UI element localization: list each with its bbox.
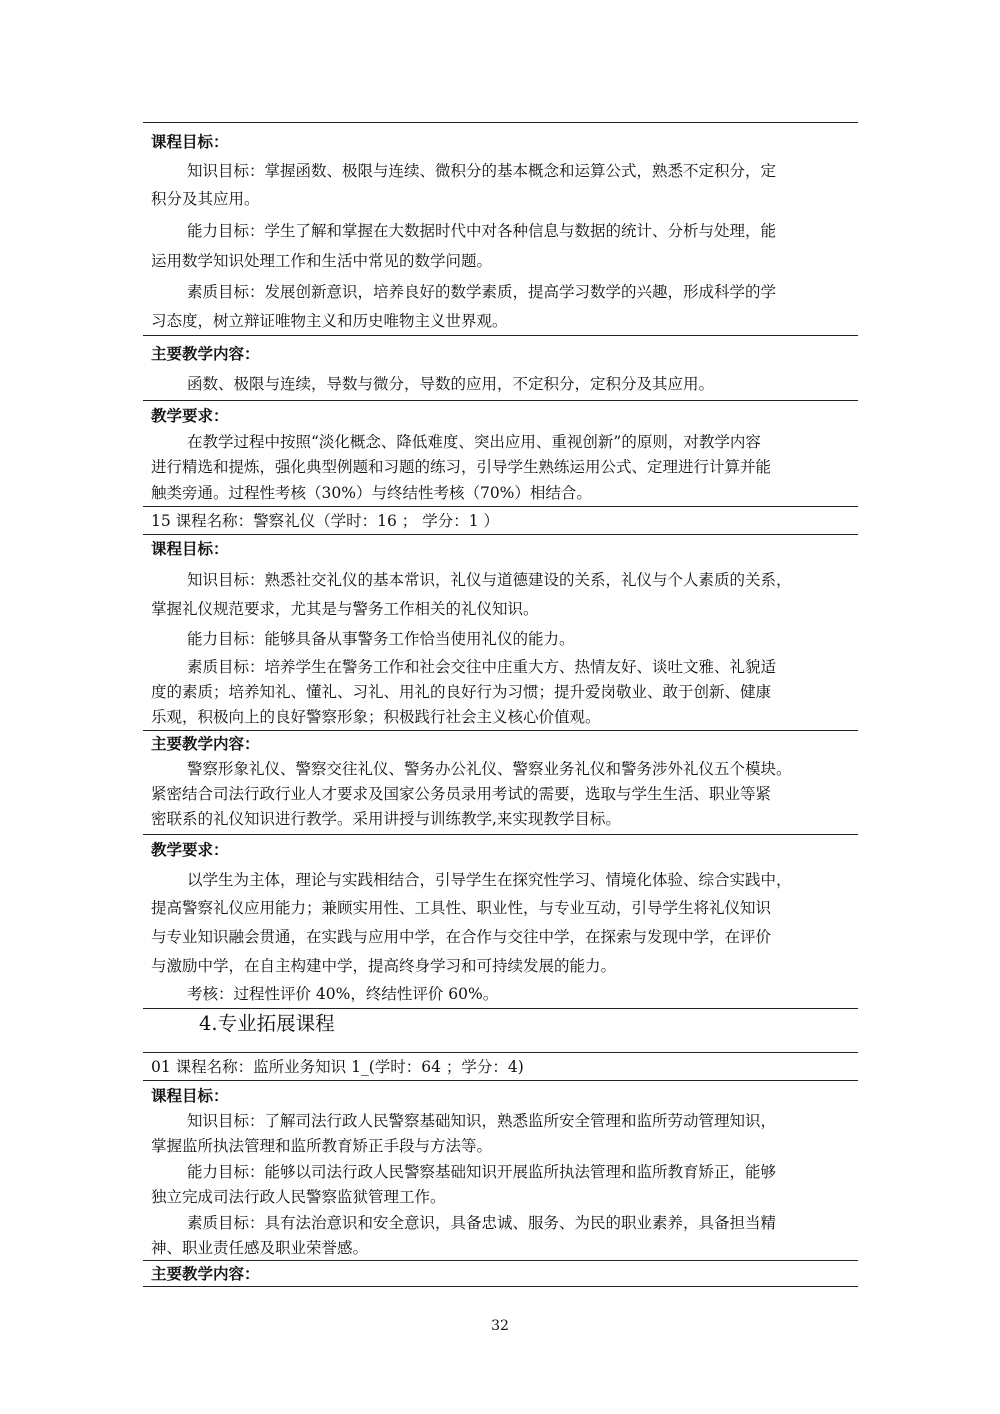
quality-goal-text: 神、职业责任感及职业荣誉感。 <box>151 1239 369 1257</box>
ability-goal-text: 能力目标：能够以司法行政人民警察基础知识开展监所执法管理和监所教育矫正，能够 <box>187 1163 777 1181</box>
knowledge-goal-text: 知识目标：掌握函数、极限与连续、微积分的基本概念和运算公式，熟悉不定积分，定 <box>187 162 777 180</box>
knowledge-goal-text: 知识目标：了解司法行政人民警察基础知识，熟悉监所安全管理和监所劳动管理知识， <box>187 1112 777 1130</box>
teaching-req-text: 在教学过程中按照“淡化概念、降低难度、突出应用、重视创新”的原则，对教学内容 <box>187 433 761 451</box>
quality-goal-text: 乐观，积极向上的良好警察形象；积极践行社会主义核心价值观。 <box>151 708 601 726</box>
main-content-text: 警察形象礼仪、警察交往礼仪、警务办公礼仪、警察业务礼仪和警务涉外礼仪五个模块。 <box>187 760 792 778</box>
quality-goal-text: 素质目标：培养学生在警务工作和社会交往中庄重大方、热情友好、谈吐文雅、礼貌适 <box>187 658 777 676</box>
table-rule <box>143 1008 858 1009</box>
teaching-req-label: 教学要求： <box>151 406 229 425</box>
teaching-req-label: 教学要求： <box>151 840 229 859</box>
main-content-label: 主要教学内容： <box>151 734 260 753</box>
table-rule <box>143 834 858 835</box>
assessment-text: 考核：过程性评价 40%，终结性评价 60%。 <box>187 985 499 1003</box>
knowledge-goal-text: 掌握监所执法管理和监所教育矫正手段与方法等。 <box>151 1137 493 1155</box>
course-title: 01 课程名称：监所业务知识 1_(学时：64 ；学分：4) <box>151 1058 524 1076</box>
teaching-req-text: 进行精选和提炼，强化典型例题和习题的练习，引导学生熟练运用公式、定理进行计算并能 <box>151 458 772 476</box>
table-rule <box>143 1286 858 1287</box>
course-goal-label: 课程目标： <box>151 539 229 558</box>
ability-goal-text: 能力目标：能够具备从事警务工作恰当使用礼仪的能力。 <box>187 630 575 648</box>
table-rule <box>143 400 858 401</box>
course-title: 15 课程名称：警察礼仪（学时：16 ； 学分：1 ） <box>151 512 500 530</box>
quality-goal-text: 素质目标：发展创新意识，培养良好的数学素质，提高学习数学的兴趣，形成科学的学 <box>187 283 777 301</box>
table-rule <box>143 1260 858 1261</box>
teaching-req-text: 以学生为主体，理论与实践相结合，引导学生在探究性学习、情境化体验、综合实践中， <box>187 871 792 889</box>
table-rule <box>143 730 858 731</box>
main-content-label: 主要教学内容： <box>151 344 260 363</box>
ability-goal-text: 运用数学知识处理工作和生活中常见的数学问题。 <box>151 252 493 270</box>
teaching-req-text: 触类旁通。过程性考核（30%）与终结性考核（70%）相结合。 <box>151 484 592 502</box>
table-rule <box>143 1080 858 1081</box>
page-number: 32 <box>491 1318 509 1334</box>
main-content-text: 紧密结合司法行政行业人才要求及国家公务员录用考试的需要，选取与学生生活、职业等紧 <box>151 785 772 803</box>
teaching-req-text: 与激励中学，在自主构建中学，提高终身学习和可持续发展的能力。 <box>151 957 617 975</box>
ability-goal-text: 能力目标：学生了解和掌握在大数据时代中对各种信息与数据的统计、分析与处理，能 <box>187 222 777 240</box>
knowledge-goal-text: 掌握礼仪规范要求，尤其是与警务工作相关的礼仪知识。 <box>151 600 539 618</box>
knowledge-goal-text: 知识目标：熟悉社交礼仪的基本常识，礼仪与道德建设的关系，礼仪与个人素质的关系， <box>187 571 792 589</box>
table-rule <box>143 335 858 336</box>
knowledge-goal-text: 积分及其应用。 <box>151 190 260 208</box>
main-content-label: 主要教学内容： <box>151 1264 260 1283</box>
table-rule <box>143 506 858 507</box>
table-rule <box>143 122 858 123</box>
quality-goal-text: 素质目标：具有法治意识和安全意识，具备忠诚、服务、为民的职业素养，具备担当精 <box>187 1214 777 1232</box>
teaching-req-text: 与专业知识融会贯通，在实践与应用中学，在合作与交往中学，在探索与发现中学，在评价 <box>151 928 772 946</box>
main-content-text: 函数、极限与连续，导数与微分，导数的应用，不定积分，定积分及其应用。 <box>187 375 715 393</box>
table-rule <box>143 534 858 535</box>
ability-goal-text: 独立完成司法行政人民警察监狱管理工作。 <box>151 1188 446 1206</box>
section-heading: 4.专业拓展课程 <box>199 1012 335 1035</box>
quality-goal-text: 习态度，树立辩证唯物主义和历史唯物主义世界观。 <box>151 312 508 330</box>
course-goal-label: 课程目标： <box>151 132 229 151</box>
main-content-text: 密联系的礼仪知识进行教学。采用讲授与训练教学,来实现教学目标。 <box>151 810 621 828</box>
course-goal-label: 课程目标： <box>151 1086 229 1105</box>
table-rule <box>143 1052 858 1053</box>
quality-goal-text: 度的素质；培养知礼、懂礼、习礼、用礼的良好行为习惯；提升爱岗敬业、敢于创新、健康 <box>151 683 772 701</box>
teaching-req-text: 提高警察礼仪应用能力；兼顾实用性、工具性、职业性，与专业互动，引导学生将礼仪知识 <box>151 899 772 917</box>
